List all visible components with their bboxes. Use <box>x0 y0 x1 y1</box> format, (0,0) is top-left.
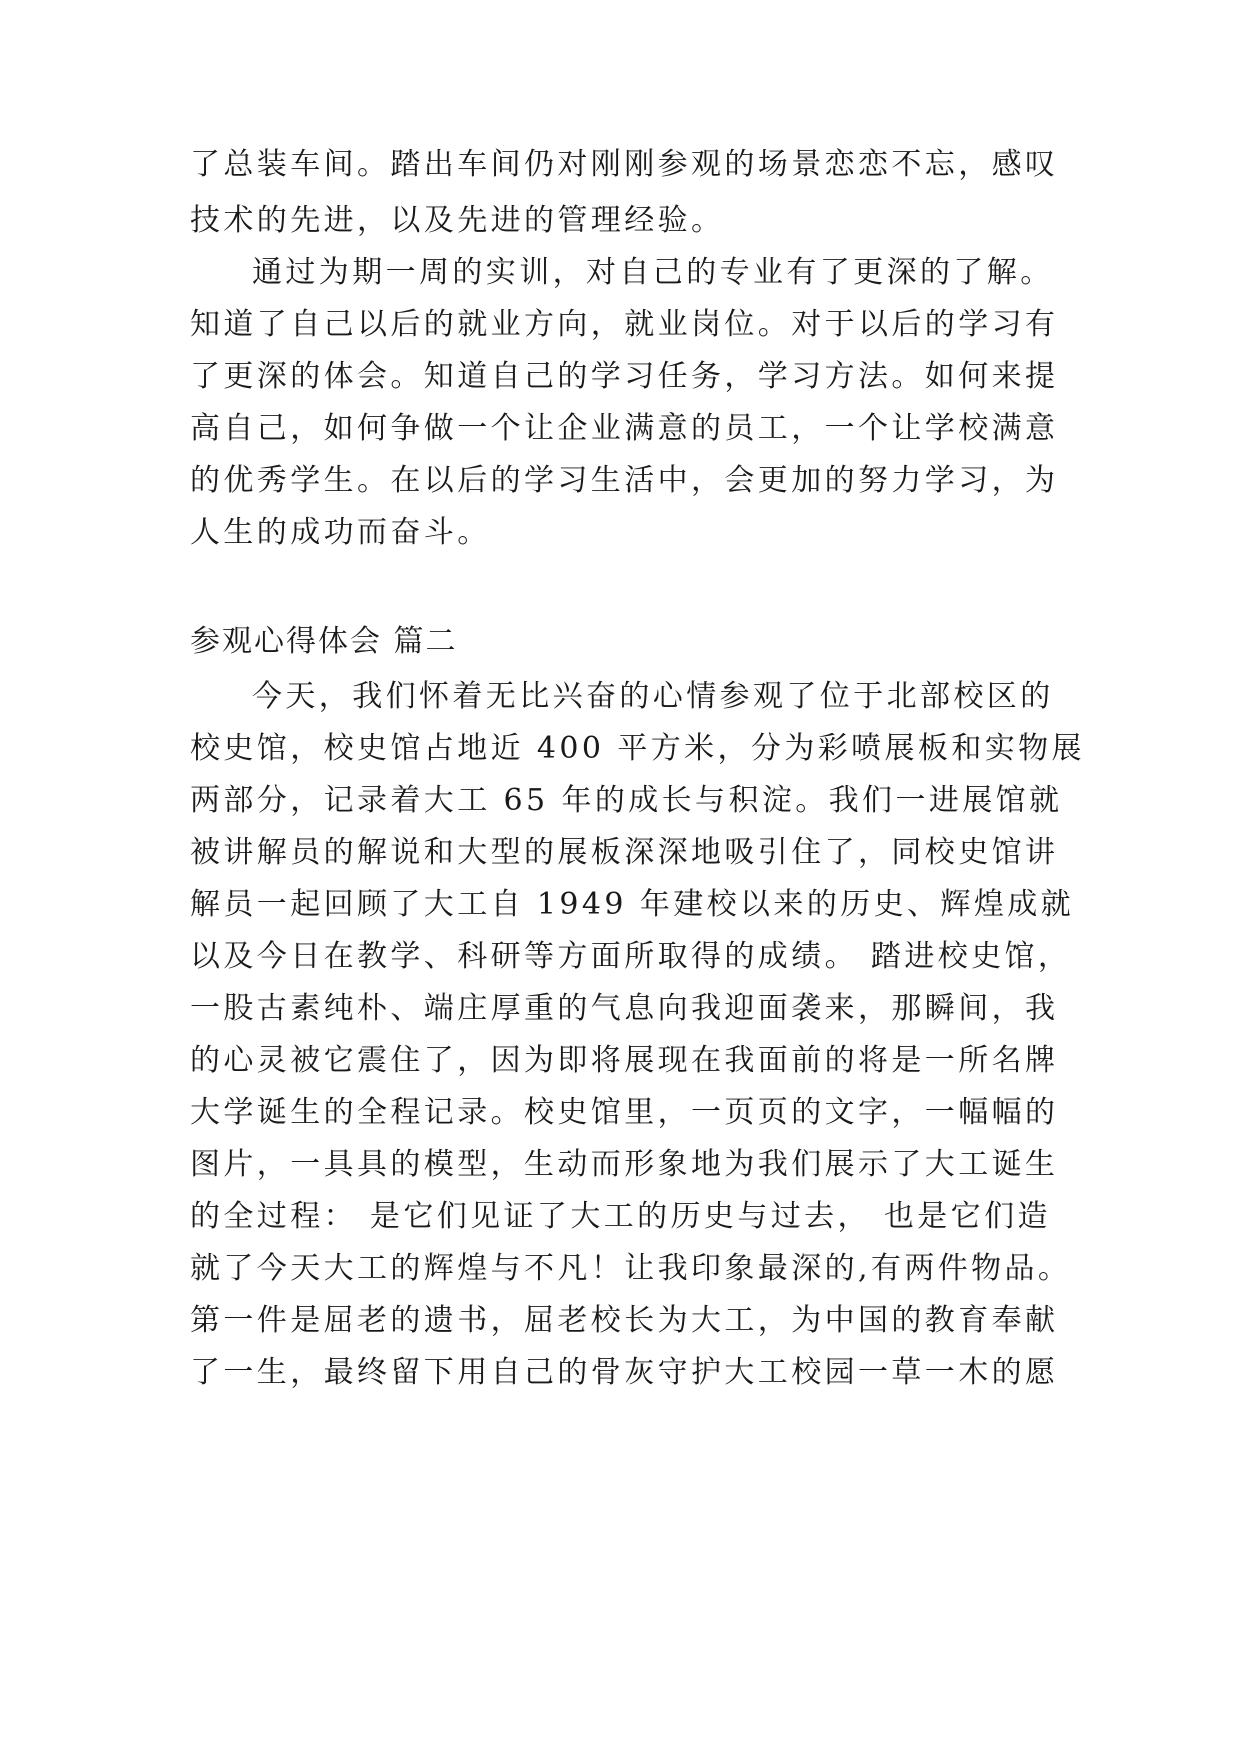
text-line: 的心灵被它震住了，因为即将展现在我面前的将是一所名牌 <box>190 1043 1059 1078</box>
text-line: 高自己，如何争做一个让企业满意的员工，一个让学校满意 <box>190 411 1059 446</box>
text-line: 就了今天大工的辉煌与不凡！让我印象最深的,有两件物品。 <box>190 1251 1072 1286</box>
text-line: 以及今日在教学、科研等方面所取得的成绩。 踏进校史馆， <box>190 939 1072 974</box>
text-line: 解员一起回顾了大工自 1949 年建校以来的历史、辉煌成就 <box>190 887 1075 922</box>
text-line: 校史馆，校史馆占地近 400 平方米，分为彩喷展板和实物展 <box>190 731 1085 766</box>
text-line: 知道了自己以后的就业方向，就业岗位。对于以后的学习有 <box>190 307 1059 342</box>
text-line: 一股古素纯朴、端庄厚重的气息向我迎面袭来，那瞬间，我 <box>190 991 1059 1026</box>
text-line: 两部分，记录着大工 65 年的成长与积淀。我们一进展馆就 <box>190 783 1063 818</box>
text-line: 被讲解员的解说和大型的展板深深地吸引住了，同校史馆讲 <box>190 835 1059 870</box>
text-line: 的全过程： 是它们见证了大工的历史与过去， 也是它们造 <box>190 1199 1051 1234</box>
text-line: 第一件是屈老的遗书，屈老校长为大工，为中国的教育奉献 <box>190 1303 1059 1338</box>
paragraph-first-line: 通过为期一周的实训，对自己的专业有了更深的了解。 <box>252 255 1054 290</box>
text-line: 大学诞生的全程记录。校史馆里，一页页的文字，一幅幅的 <box>190 1095 1059 1130</box>
text-line: 了更深的体会。知道自己的学习任务，学习方法。如何来提 <box>190 359 1059 394</box>
text-line: 技术的先进，以及先进的管理经验。 <box>190 203 725 238</box>
text-line: 图片，一具具的模型，生动而形象地为我们展示了大工诞生 <box>190 1147 1059 1182</box>
paragraph-first-line: 今天，我们怀着无比兴奋的心情参观了位于北部校区的 <box>252 679 1054 714</box>
text-line: 人生的成功而奋斗。 <box>190 515 491 550</box>
text-line: 了一生，最终留下用自己的骨灰守护大工校园一草一木的愿 <box>190 1355 1059 1390</box>
text-line: 的优秀学生。在以后的学习生活中，会更加的努力学习，为 <box>190 463 1059 498</box>
text-line: 了总装车间。踏出车间仍对刚刚参观的场景恋恋不忘，感叹 <box>190 147 1059 182</box>
section-heading: 参观心得体会 篇二 <box>190 624 458 659</box>
